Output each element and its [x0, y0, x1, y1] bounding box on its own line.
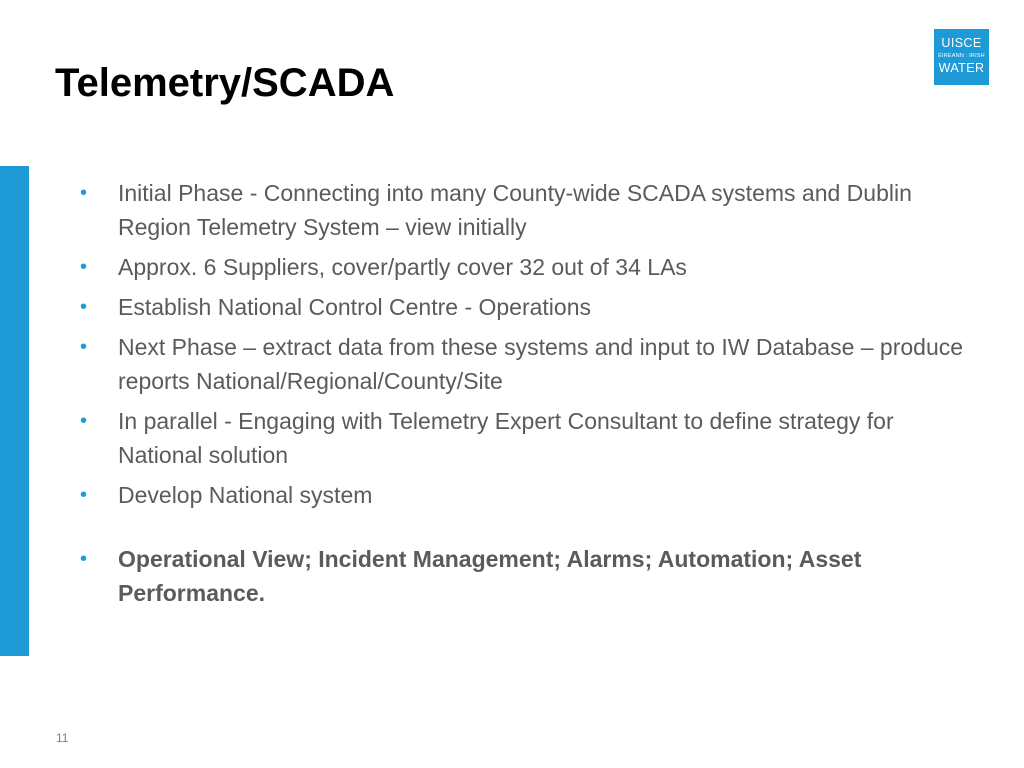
- bullet-marker-icon: •: [80, 182, 88, 204]
- bullet-item: [78, 290, 978, 324]
- bullet-text: Next Phase – extract data from these systems and input to IW Database – produce reports National/Regional/County/Site: [118, 334, 964, 394]
- bullet-marker-icon: •: [80, 484, 88, 506]
- bullet-list: [78, 176, 978, 616]
- logo-line-uisce: UISCE: [941, 36, 982, 50]
- bullet-item: [78, 176, 978, 244]
- page-number: 11: [56, 731, 69, 745]
- side-accent-bar: [0, 166, 29, 656]
- bullet-text: Establish National Control Centre - Operations: [118, 294, 592, 320]
- bullet-marker-icon: •: [80, 410, 88, 432]
- logo-line-water: WATER: [938, 61, 985, 75]
- bullet-item-emphasis: [78, 542, 978, 610]
- bullet-marker-icon: •: [80, 296, 88, 318]
- bullet-marker-icon: •: [80, 336, 88, 358]
- bullet-marker-icon: •: [80, 548, 88, 570]
- logo-line-eireann-irish: ÉIREANN : IRISH: [938, 53, 985, 59]
- slide-title: Telemetry/SCADA: [55, 61, 395, 105]
- bullet-text: In parallel - Engaging with Telemetry Expert Consultant to define strategy for National solution: [118, 408, 894, 468]
- uisce-eireann-irish-water-logo: [934, 29, 989, 85]
- bullet-item: [78, 478, 978, 512]
- bullet-text: Operational View; Incident Management; Alarms; Automation; Asset Performance.: [118, 546, 862, 606]
- bullet-item: [78, 404, 978, 472]
- bullet-marker-icon: •: [80, 256, 88, 278]
- bullet-text: Develop National system: [118, 482, 373, 508]
- bullet-item: [78, 250, 978, 284]
- bullet-text: Approx. 6 Suppliers, cover/partly cover 32 out of 34 LAs: [118, 254, 687, 280]
- bullet-text: Initial Phase - Connecting into many County-wide SCADA systems and Dublin Region Telemetry System – view initially: [118, 180, 912, 240]
- bullet-item: [78, 330, 978, 398]
